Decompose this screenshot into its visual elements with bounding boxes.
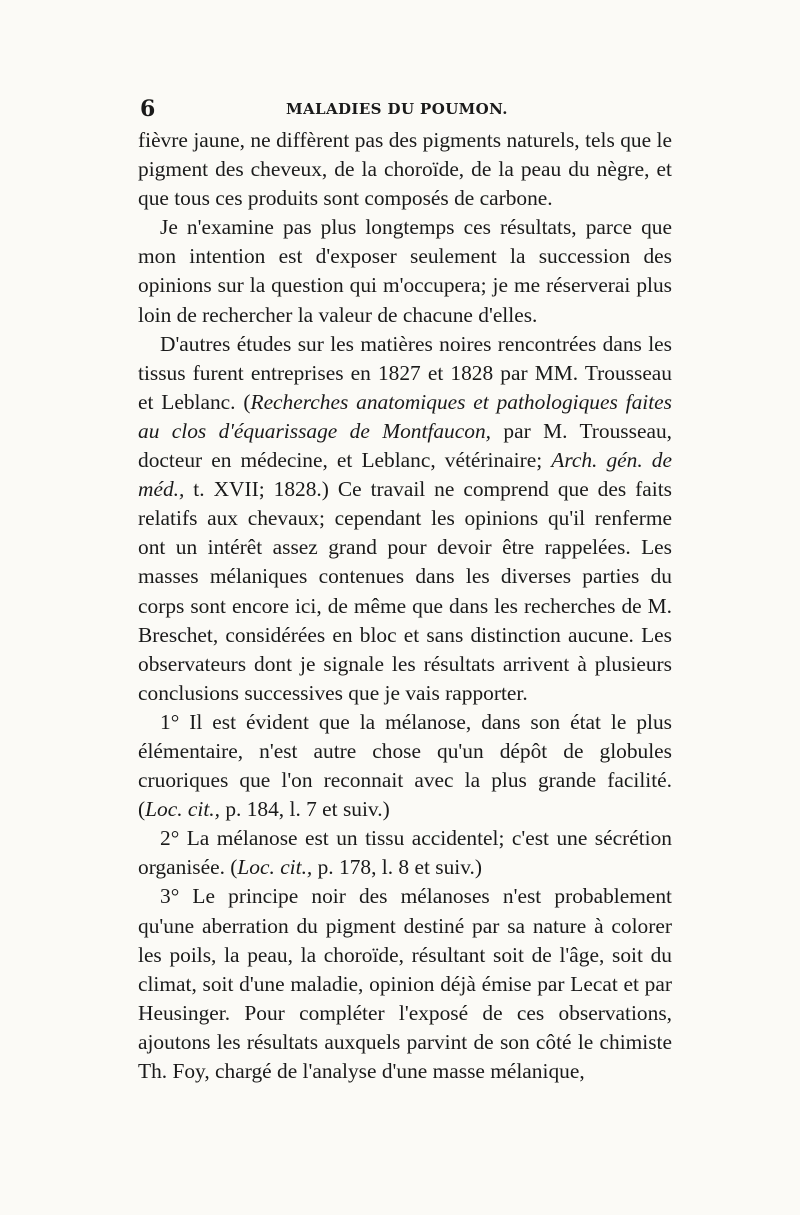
- paragraph-3-text-a: D'autres études sur les matières noires rencontrées dans les tissus furent entreprises en 1827 et 1828 par MM. Trousseau et Leblanc. (: [138, 331, 672, 414]
- paragraph-3: [138, 330, 672, 708]
- paragraph-3-text-c: par M. Trousseau, docteur en médecine, et Leblanc, vétérinaire;: [138, 418, 672, 473]
- loc-cit-1: Loc. cit.,: [145, 797, 220, 822]
- paragraph-5-text-c: p. 178, l. 8 et suiv.): [312, 855, 482, 880]
- paragraph-2: Je n'examine pas plus longtemps ces résultats, parce que mon intention est d'exposer seulement la succession des opinions sur la question qui m'occupera; je me réserverai plus loin de rechercher la valeur de chacune d'elles.: [138, 215, 672, 327]
- citation-title: Recherches anatomiques et pathologiques faites au clos d'équarissage de Montfaucon,: [138, 389, 672, 443]
- paragraph-5-text-a: 2° La mélanose est un tissu accidentel; c'est une sécrétion organisée. (: [138, 826, 672, 880]
- paragraph-4-text-a: 1° Il est évident que la mélanose, dans son état le plus élémentaire, n'est autre chose qu'un dépôt de globules cruoriques que l'on reconnait avec la plus grande facilité. (: [138, 709, 672, 822]
- paragraph-3-text-e: t. XVII; 1828.) Ce travail ne comprend que des faits relatifs aux chevaux; cependant les opinions qu'il renferme ont un intérêt assez grand pour devoir être rappelées. Les masses mélaniques contenues dans les diverses parties du corps sont encore ici, de même que dans les recherches de M. Breschet, considérées en bloc et sans distinction aucune. Les observateurs dont je signale les résultats arrivent à plusieurs conclusions successives que je vais rapporter.: [138, 477, 672, 705]
- book-page: [138, 96, 672, 1086]
- paragraph-1: fièvre jaune, ne diffèrent pas des pigments naturels, tels que le pigment des cheveux, de la choroïde, de la peau du nègre, et que tous ces produits sont composés de carbone.: [138, 128, 672, 211]
- paragraph-4-text-c: p. 184, l. 7 et suiv.): [219, 797, 390, 822]
- paragraph-4: [138, 708, 672, 824]
- running-title: MALADIES DU POUMON.: [286, 100, 508, 118]
- page-number: 6: [140, 96, 156, 122]
- paragraph-6: 3° Le principe noir des mélanoses n'est probablement qu'une aberration du pigment destiné par sa nature à colorer les poils, la peau, la choroïde, résultant soit de l'âge, soit du climat, soit d'une maladie, opinion déjà émise par Lecat et par Heusinger. Pour compléter l'exposé de ces observations, ajoutons les résultats auxquels parvint de son côté le chimiste Th. Foy, chargé de l'analyse d'une masse mélanique,: [138, 884, 672, 1083]
- paragraph-5: [138, 824, 672, 882]
- page-header: [138, 96, 672, 126]
- loc-cit-2: Loc. cit.,: [237, 855, 313, 880]
- body-text: [138, 126, 672, 1086]
- journal-title: Arch. gén. de méd.,: [138, 448, 672, 502]
